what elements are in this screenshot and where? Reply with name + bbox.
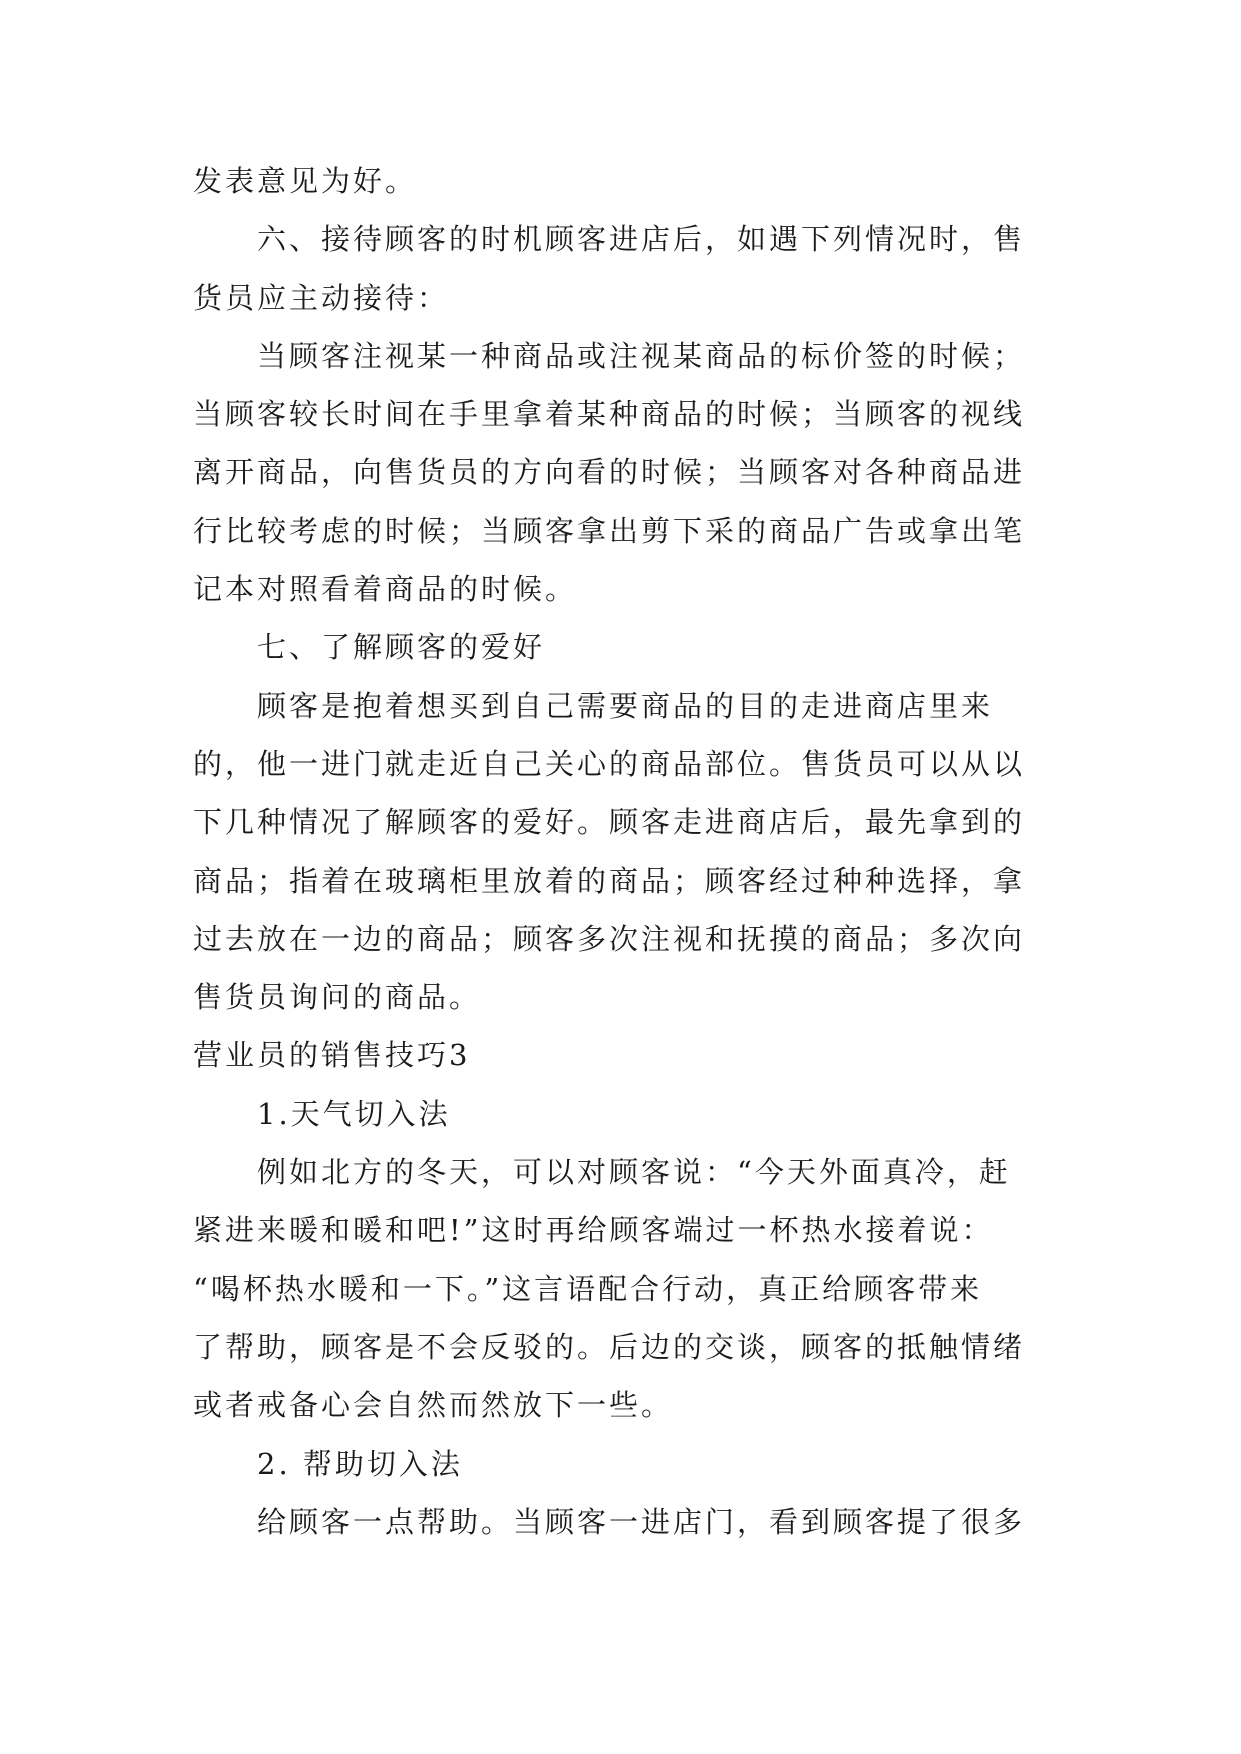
text-line: 下几种情况了解顾客的爱好。顾客走进商店后，最先拿到的 xyxy=(193,805,1026,840)
text-line: “喝杯热水暖和一下。”这言语配合行动，真正给顾客带来 xyxy=(193,1271,983,1306)
section-heading: 七、了解顾客的爱好 xyxy=(257,630,546,665)
text-line: 例如北方的冬天，可以对顾客说：“今天外面真冷，赶 xyxy=(257,1155,1011,1190)
subsection-heading: 1.天气切入法 xyxy=(257,1096,451,1131)
section-title: 营业员的销售技巧3 xyxy=(193,1038,471,1073)
text-line: 的，他一进门就走近自己关心的商品部位。售货员可以从以 xyxy=(193,746,1026,781)
text-line: 记本对照看着商品的时候。 xyxy=(193,572,578,607)
text-line: 发表意见为好。 xyxy=(193,164,418,198)
text-line: 当顾客较长时间在手里拿着某种商品的时候；当顾客的视线 xyxy=(193,397,1026,432)
text-line: 离开商品，向售货员的方向看的时候；当顾客对各种商品进 xyxy=(193,455,1026,490)
text-line: 行比较考虑的时候；当顾客拿出剪下采的商品广告或拿出笔 xyxy=(193,513,1026,548)
text-line: 六、接待顾客的时机顾客进店后，如遇下列情况时，售 xyxy=(257,222,1026,257)
text-line: 了帮助，顾客是不会反驳的。后边的交谈，顾客的抵触情绪 xyxy=(193,1329,1026,1364)
text-line: 过去放在一边的商品；顾客多次注视和抚摸的商品；多次向 xyxy=(193,921,1026,956)
text-line: 当顾客注视某一种商品或注视某商品的标价签的时候； xyxy=(257,338,1026,373)
text-line: 给顾客一点帮助。当顾客一进店门，看到顾客提了很多 xyxy=(257,1504,1026,1539)
text-line: 货员应主动接待： xyxy=(193,280,450,315)
text-line: 或者戒备心会自然而然放下一些。 xyxy=(193,1388,674,1423)
text-line: 售货员询问的商品。 xyxy=(193,980,482,1015)
text-line: 顾客是抱着想买到自己需要商品的目的走进商店里来 xyxy=(257,688,994,723)
subsection-heading: 2. 帮助切入法 xyxy=(257,1446,463,1481)
text-line: 商品；指着在玻璃柜里放着的商品；顾客经过种种选择，拿 xyxy=(193,863,1026,898)
body-text xyxy=(193,152,1055,1551)
text-line: 紧进来暖和暖和吧!”这时再给顾客端过一杯热水接着说： xyxy=(193,1213,994,1248)
